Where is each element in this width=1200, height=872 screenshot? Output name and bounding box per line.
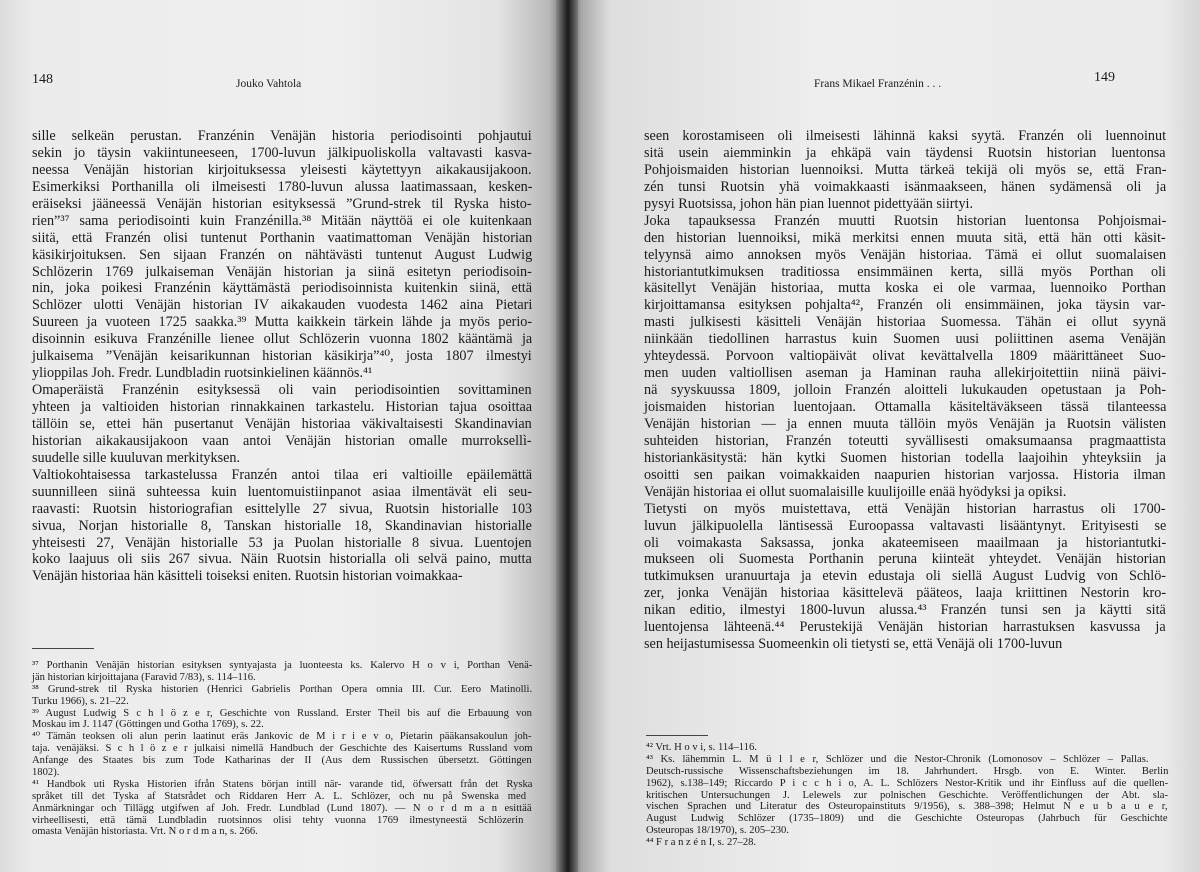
- text-line: men uuden valtiollisen aseman ja Haminan rauha allekirjoitettiin niinä päivi-: [644, 365, 1167, 382]
- footnote-line: August Ludwig Schlözer (1735–1809) und die Geschichte Osteuropas (Jahrbuch für Geschichte: [646, 813, 1168, 825]
- text-line: Esimerkiksi Porthanilla oli ilmeisesti 1780-luvun alussa laatimassaan, kesken-: [32, 178, 533, 195]
- text-line: historiantutkimuksen traditiossa ensimmäinen kerta, sillä myös Porthan oli: [644, 263, 1166, 280]
- running-head: Frans Mikael Franzénin . . .: [814, 78, 942, 90]
- text-line: sivua, Norjan historialle 8, Tanskan historialle 18, Skandinavian historialle: [32, 517, 532, 534]
- text-line: käsikirjoituksen. Sen sijaan Franzén on nähtävästi tuntenut August Ludwig: [32, 246, 533, 263]
- text-line: Valtiokohtaisessa tarkastelussa Franzén antoi tilaa eri valtioille epäilemättä: [32, 466, 533, 483]
- text-line: kirjoittamansa esityksen pohjalta⁴², Franzén oli ensimmäinen, joka täysin var-: [644, 297, 1166, 314]
- text-line: suhteiden historian, Franzén toteutti syvällisesti omaksumaansa pragmaattista: [644, 432, 1166, 449]
- text-line: nin, joka poikesi Franzénin käyttämästä periodisoinnista kuitenkin siinä, että: [32, 280, 533, 297]
- text-line: käsitellyt Venäjän historiaa, mutta koska ei ole varmaa, luennoiko Porthan: [644, 280, 1166, 297]
- body-text: [644, 128, 1166, 653]
- running-head: Jouko Vahtola: [236, 78, 302, 90]
- footnote-line: 1962), s.138–149; Riccardo P i c c h i o, A. L. Schlözers Nestor-Kritik und ihr Einfluss auf die quellen-: [646, 777, 1169, 789]
- footnote-line: omasta Venäjän historiasta. Vrt. N o r d m a n, s. 266.: [32, 826, 258, 838]
- text-line: yhteen ja valtioiden historian rinnakkainen tarkastelu. Historian tajua osoittaa: [32, 399, 533, 415]
- footnote-line: Moskau im J. 1147 (Göttingen und Gotha 1769), s. 22.: [32, 719, 264, 731]
- text-line: zer, jonka Venäjän historiaa käsittelevä pääteos, laaja kriittinen Nestorin kro-: [644, 585, 1167, 602]
- text-line: zén tunsi Ruotsin yhä voimakkaasti isänmaakseen, hänen sydämensä oli ja: [644, 178, 1167, 195]
- right-page: [566, 0, 1200, 872]
- text-line: Venäjän historiaa hän käsitteli toiseksi eniten. Ruotsin historian voimakkaa-: [32, 568, 463, 585]
- text-line: Schlözerin 1769 julkaiseman Venäjän historian ja siinä esitetyn periodisoin-: [32, 263, 532, 280]
- footnote-line: Deutsch-russische Wissenschaftsbeziehungen im 18. Jahrhundert. Hrsgb. von E. Winter. Berlin: [646, 765, 1169, 777]
- footnote-line: jän historian kirjoittajana (Faravid 7/83), s. 114–116.: [32, 671, 256, 683]
- text-line: disoinnin esikuva Franzénille lienee ollut Schlözerin vuonna 1802 kääntämä ja: [32, 331, 533, 348]
- text-line: suunnilleen siinä suhteessa kuin luentomuistiinpanot asiaa ilmentävät eli seu-: [32, 483, 532, 500]
- footnote-line: Osteuropas 18/1970), s. 205–230.: [646, 825, 790, 837]
- text-line: historian aikakausijakoon vaan antoi Venäjän historian omalle murroksellì-: [32, 432, 532, 449]
- footnotes: [32, 660, 532, 838]
- text-line: Tietysti on myös muistettava, että Venäjän historian harrastus oli 1700-: [644, 500, 1166, 517]
- text-line: eräiseksi jääneessä Venäjän historian esityksessä ”Grund-strek til Ryska histo-: [32, 195, 532, 212]
- footnote-line: taja. venäjäksi. S c h l ö z e r julkaisi nimellä Handbuch der Geschichte des Kaisertums Russland vom: [32, 743, 533, 755]
- footnote-rule: [32, 648, 94, 649]
- text-line: Pohjoismaiden historian luennoiksi. Mutta tärkeä tekijä oli myös se, että Fran-: [644, 161, 1167, 178]
- footnote-line: kritischen Untersuchungen J. Lelewels zur polnischen Geschichte. Veröffentlichungen der Abt. sla-: [646, 789, 1168, 801]
- text-line: historiankäsitystä: hän kytki Suomen historian todella laajoihin yhteyksiin ja: [644, 449, 1167, 466]
- footnote-line: virheellisesti, että tämä Lundbladin ruotsinnos olisi tehty vuonna 1769 ilmestyneestä Schlözerin: [32, 814, 524, 826]
- text-line: luvun jälkipuolella läntisessä Euroopassa valtavasti lisääntynyt. Erityisesti se: [644, 517, 1167, 534]
- text-line: yhteydessä. Porvoon valtiopäivät olivat kevättalvella 1809 määrittäneet Suo-: [644, 348, 1166, 365]
- body-text: [32, 128, 532, 585]
- text-line: Omaperäistä Franzénin esityksessä oli vain periodisointien sovittaminen: [32, 382, 532, 399]
- footnote-line: Anmärkningar och Tillägg utgifwen af Joh. Fredr. Lundblad (Lund 1807). — N o r d m a n esittää: [32, 802, 532, 814]
- text-line: ylioppilas Joh. Fredr. Lundbladin ruotsinkielinen käännös.⁴¹: [32, 365, 373, 382]
- text-line: suudelle sille kuuluvan merkityksen.: [32, 449, 241, 466]
- text-line: masti julkisesti käsitteli Venäjän historiaa Suomessa. Tähän ei ollut syynä: [644, 314, 1166, 331]
- text-line: sille selkeän perustan. Franzénin Venäjän historia periodisointi pohjautui: [32, 128, 532, 144]
- footnote-line: ⁴¹ Handbok uti Ryska Historien ifrån Statens början intill när- varande tid, öfwersatt från det Ryska: [32, 778, 533, 790]
- text-line: tällöin se, ettei hän pusertanut Venäjän historiaa väkivaltaisesti Skandinavian: [32, 415, 532, 432]
- footnote-line: Turku 1966), s. 21–22.: [32, 695, 129, 707]
- footnote-line: språket till det Tyska af Statsrådet och Riddaren Herr A. L. Schlözer, och nu på Swenska med: [32, 790, 527, 802]
- footnote-line: ⁴² Vrt. H o v i, s. 114–116.: [646, 742, 757, 753]
- text-line: Schlözer ulotti Venäjän historian IV aikakauden vuodesta 1462 aina Pietari: [32, 297, 533, 314]
- page-number: 149: [1094, 70, 1115, 85]
- text-line: nikan editio, ilmestyi 1800-luvun alussa.⁴³ Franzén tunsi sen ja käytti sitä: [644, 602, 1166, 619]
- footnote-line: ³⁹ August Ludwig S c h l ö z e r, Geschichte von Russland. Erster Theil bis auf die Erbauung von: [32, 707, 532, 719]
- footnote-line: vischen Sprachen und Literatur des Osteuropainstituts 9/1956), s. 388–398; Helmut N e u b a u e r,: [646, 801, 1168, 813]
- book-gutter: [556, 0, 578, 872]
- footnote-line: ⁴⁰ Tämän teoksen oli alun perin laatinut eräs Jankovic de M i r i e v o, Pietarin pääkansakoulun joh-: [32, 731, 532, 743]
- footnote-line: Anfange des Staates bis zum Tode Katharinas der II (Aus dem Russischen übersetzt. Göttingen: [32, 755, 532, 767]
- footnote-line: ⁴⁴ F r a n z é n I, s. 27–28.: [646, 837, 757, 849]
- text-line: seen korostamiseen oli ilmeisesti lähinnä kaksi syytä. Franzén oli luennoinut: [644, 128, 1167, 144]
- text-line: rien”³⁷ sama periodisointi kuin Franzénilla.³⁸ Mitään näyttöä ei ole kuitenkaan: [32, 212, 532, 229]
- footnote-line: 1802).: [32, 767, 60, 779]
- text-line: niinkään tiedollinen harrastus kuin Suomen uusi poliittinen asema Venäjän: [644, 331, 1166, 348]
- text-line: nä syyskuussa 1809, jolloin Franzén aloitteli lukukauden opetustaan ja Poh-: [644, 382, 1167, 399]
- footnotes: [646, 742, 1168, 849]
- text-line: Suureen ja vuoteen 1725 saakka.³⁹ Mutta kaikkein tärkein lähde ja myös perio-: [32, 314, 533, 331]
- text-line: raavasti: Ruotsin historiografian esittelylle 27 sivua, Ruotsin historialle 103: [32, 500, 533, 517]
- text-line: oli voimakasta Saksassa, jonka akateemiseen maailmaan ja historiantutki-: [644, 534, 1167, 551]
- text-line: telyynsä aimo annoksen myös Venäjän historiaa. Tämä ei ollut suomalaisen: [644, 246, 1167, 263]
- text-line: sekin jo täysin vakiintuneeseen, 1700-luvun jälkipuoliskolla valtavasti kasva-: [32, 144, 532, 161]
- text-line: sen heijastumisessa Suomeenkin oli tietysti se, että Venäjä oli 1700-luvun: [644, 636, 1063, 653]
- text-line: neessa Venäjän historian kirjoituksessa yleisesti käytettyyn aikakausijakoon.: [32, 161, 532, 178]
- left-page: [0, 0, 566, 872]
- footnote-line: ³⁷ Porthanin Venäjän historian esityksen syntyajasta ja luonteesta ks. Kalervo H o v i, Porthan Venä-: [32, 660, 533, 671]
- footnote-line: ⁴³ Ks. lähemmin L. M ü l l e r, Schlözer und die Nestor-Chronik (Lomonosov – Schlözer – Pallas.: [646, 753, 1149, 765]
- text-line: siitä, että Franzén olisi tuntenut Porthanin vaatimattoman Venäjän historian: [32, 229, 533, 246]
- text-line: osoitti sen paikan voimakkaiden naapurien historian varjossa. Historia ilman: [644, 466, 1166, 483]
- page-number: 148: [32, 72, 53, 87]
- footnote-rule: [646, 735, 708, 736]
- footnote-line: ³⁸ Grund-strek til Ryska historien (Henrici Gabrielis Porthan Opera omnia III. Cur. Eero Matinolli.: [32, 683, 533, 695]
- text-line: Venäjän historian — ja ennen muuta tällöin myös Venäjän ja Ruotsin välisten: [644, 415, 1167, 432]
- text-line: Joka tapauksessa Franzén muutti Ruotsin historian luentonsa Pohjoismai-: [644, 212, 1167, 229]
- text-line: sitä usein aiemminkin ja ehkäpä vain täydensi Ruotsin historian luentonsa: [644, 144, 1166, 161]
- text-line: den historian luennoiksi, mikä merkitsi ennen muuta sitä, että hän otti käsit-: [644, 229, 1166, 246]
- text-line: julkaisema ”Venäjän keisarikunnan historian käsikirja”⁴⁰, josta 1807 ilmestyi: [32, 348, 532, 365]
- text-line: koko laajuus oli siis 267 sivua. Näin Ruotsin historialla oli selvä paino, mutta: [32, 551, 532, 568]
- text-line: pysyi Ruotsissa, johon hän pian luennot pidettyään siirtyi.: [644, 195, 974, 212]
- text-line: mukseen oli Suomesta Porthanin peruna kiinteät yhteydet. Venäjän historian: [644, 551, 1166, 568]
- text-line: Venäjän historiaa ei ollut suomalaisille kuulijoille enää hyödyksi ja opiksi.: [644, 483, 1067, 500]
- text-line: yhteisesti 27, Venäjän historialle 53 ja Puolan historialle 8 sivua. Luentojen: [32, 534, 532, 551]
- text-line: tutkimuksen uranuurtaja ja etevin edustaja oli siellä August Ludvig von Schlö-: [644, 568, 1167, 585]
- text-line: joismaiden historian luentojaan. Ottamalla käsiteltäväkseen tässä tilanteessa: [644, 399, 1167, 415]
- text-line: luentojensa lähteenä.⁴⁴ Perustekijä Venäjän historian harrastuksen kasvussa ja: [644, 619, 1166, 636]
